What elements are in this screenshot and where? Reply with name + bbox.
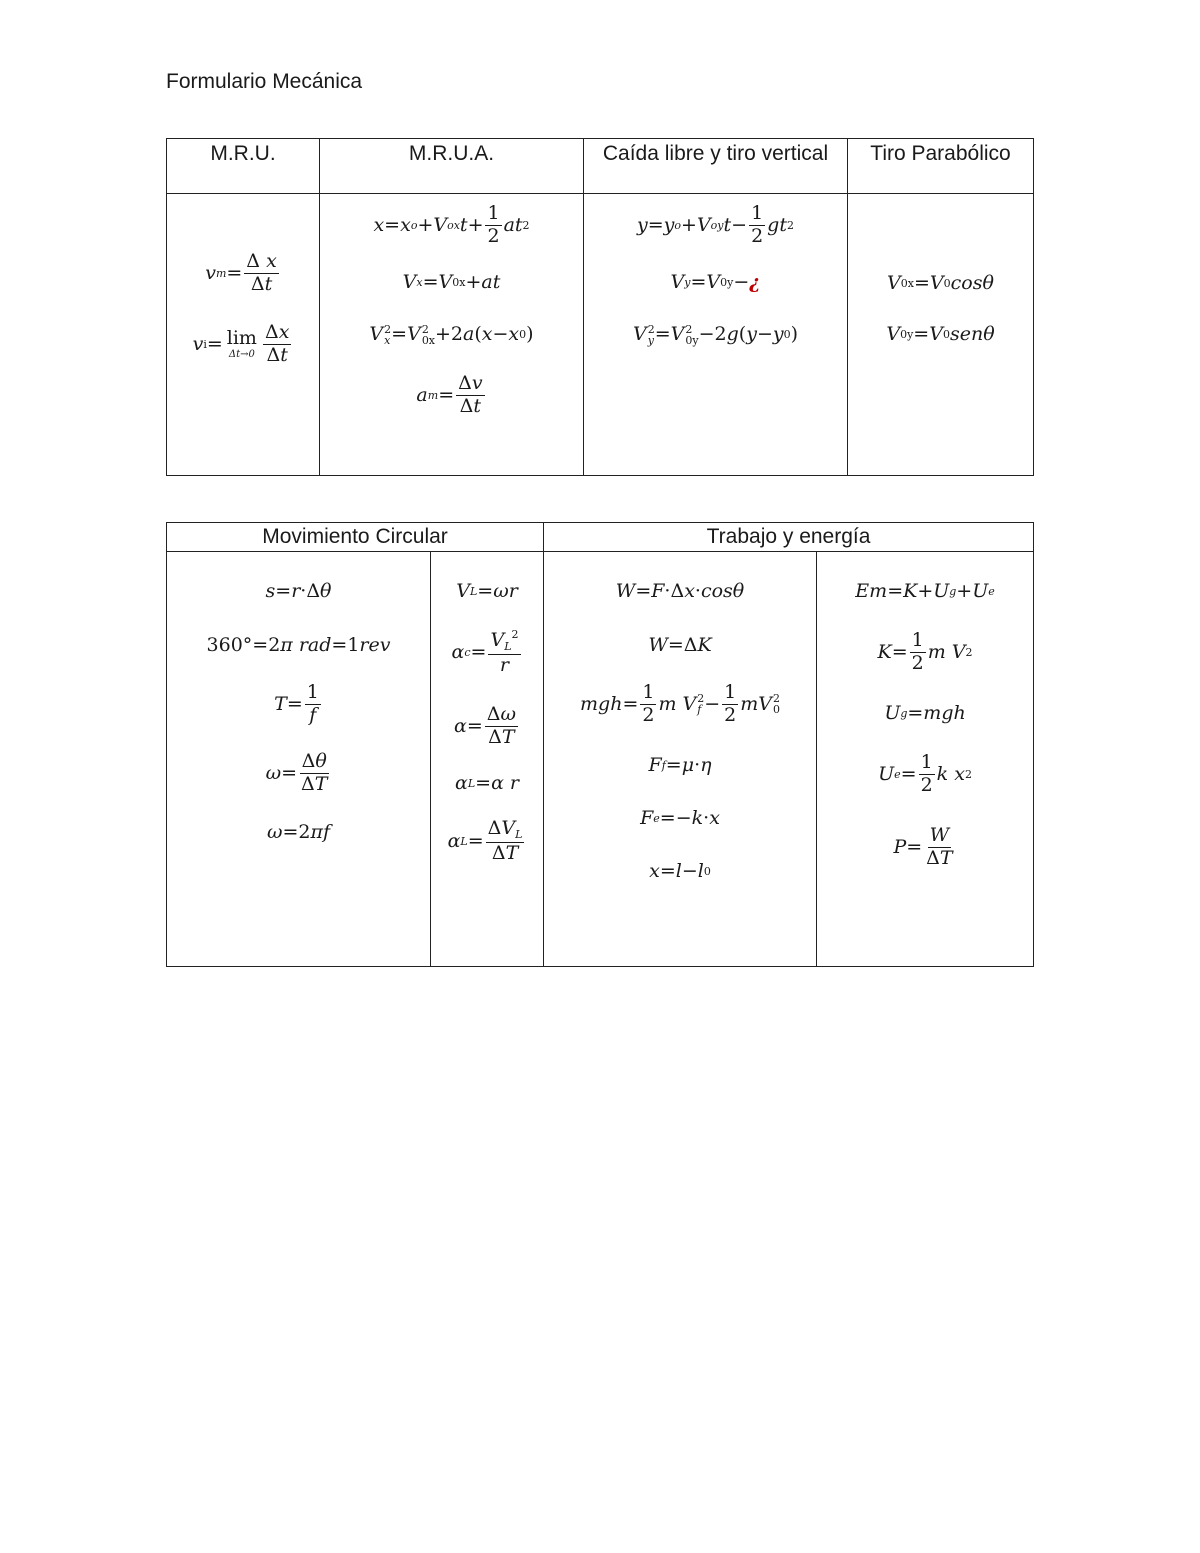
angle-units-formula: 360 ° =2 π rad =1 rev: [206, 634, 391, 656]
kinematics-formula-row: [167, 194, 1034, 476]
arc-length-formula: s = r ·Δ θ: [265, 580, 332, 602]
freefall-velocity-squared-formula: V 2 y = V 2 0y −2 g ( y − y 0 ): [632, 322, 799, 347]
mru-cell: [167, 194, 320, 476]
kinematics-table: [166, 138, 1034, 476]
power-formula: P = $\frac{W}{\Delta T}$: [893, 823, 953, 869]
circular-cell-1: [167, 552, 431, 967]
angular-velocity-avg-formula: ω = $\frac{\Delta\theta}{\Delta T}$: [265, 749, 328, 795]
freefall-position-formula: y = y o + V oy t − $\frac{1}{2}$ gt 2: [637, 202, 794, 247]
circular-cell-2: [431, 552, 544, 967]
gravitational-pe-formula: U g = mgh: [884, 701, 966, 724]
lim-below: Δt→0: [228, 348, 255, 360]
degree-sign: °: [242, 634, 253, 656]
mechanical-energy-formula: Em = K + U g + U e: [855, 580, 995, 602]
tiro-parabolico-cell: [848, 194, 1034, 476]
header-mru: M.R.U.: [167, 139, 320, 194]
work-energy-formula: W =Δ K: [648, 634, 712, 656]
friction-formula: F f = μ · η: [648, 753, 712, 776]
angular-velocity-formula: ω =2 πf: [266, 820, 331, 843]
angular-accel-formula: α = $\frac{\Delta\omega}{\Delta T}$: [454, 703, 516, 749]
trabajo-cell: [544, 552, 817, 967]
header-caida-libre: Caída libre y tiro vertical: [584, 139, 848, 194]
mru-inst-velocity-formula: v i = lim Δt→0 $\frac{\Delta x}{\Delta t}$: [192, 320, 290, 366]
header-trabajo-energia: Trabajo y energía: [544, 523, 1034, 552]
linear-accel-formula: α L = α r: [454, 772, 520, 795]
mru-avg-velocity-formula: v m = $\frac{\text{Δ x}}{\Delta t}$: [205, 250, 277, 295]
dynamics-header-row: [167, 523, 1034, 552]
red-question-mark: ¿: [749, 270, 761, 293]
linear-accel-avg-formula: α L = $\frac{\Delta V_L}{\Delta T}$: [447, 817, 523, 864]
energia-cell: [817, 552, 1034, 967]
document-title: Formulario Mecánica: [166, 70, 363, 93]
projectile-vx-formula: V 0x = V 0 cos θ: [887, 272, 994, 294]
header-movimiento-circular: Movimiento Circular: [167, 523, 544, 552]
kinematics-header-row: [167, 139, 1034, 194]
mrua-cell: [320, 194, 584, 476]
header-mrua: M.R.U.A.: [320, 139, 584, 194]
spring-deformation-formula: x = l − l 0: [649, 859, 711, 882]
period-formula: T = $\frac{1}{f}$: [274, 681, 319, 726]
spring-force-formula: F e =− k · x: [640, 806, 720, 829]
freefall-velocity-formula: V y = V 0y − ¿: [670, 270, 761, 293]
mrua-velocity-formula: V x = V 0x + at: [402, 270, 501, 293]
caida-libre-cell: [584, 194, 848, 476]
mrua-avg-accel-formula: a m = $\frac{\Delta v}{\Delta t}$: [416, 371, 483, 417]
dynamics-table: [166, 522, 1034, 967]
centripetal-accel-formula: α c = $\frac{V_L^2}{r}$: [451, 628, 519, 676]
dynamics-formula-row: [167, 552, 1034, 967]
projectile-vy-formula: V 0y = V 0 sen θ: [886, 323, 995, 345]
kinetic-energy-formula: K = $\frac{1}{2}$ m V 2: [877, 629, 973, 674]
linear-velocity-formula: V L = ωr: [456, 580, 518, 602]
mrua-position-formula: x = x o + V ox t + $\frac{1}{2}$ at 2: [373, 202, 530, 247]
lim-label: lim: [226, 326, 257, 349]
energy-balance-formula: mgh = $\frac{1}{2}$ m V 2 f − $\frac{1}{2}$ mV 2 0: [580, 681, 780, 726]
mrua-velocity-squared-formula: V 2 x = V 2 0x +2 a ( x − x 0 ): [369, 322, 534, 347]
header-tiro-parabolico: Tiro Parabólico: [848, 139, 1034, 194]
work-formula: W = F ·Δ x · cosθ: [615, 580, 745, 602]
elastic-pe-formula: U e = $\frac{1}{2}$ k x 2: [878, 750, 972, 796]
